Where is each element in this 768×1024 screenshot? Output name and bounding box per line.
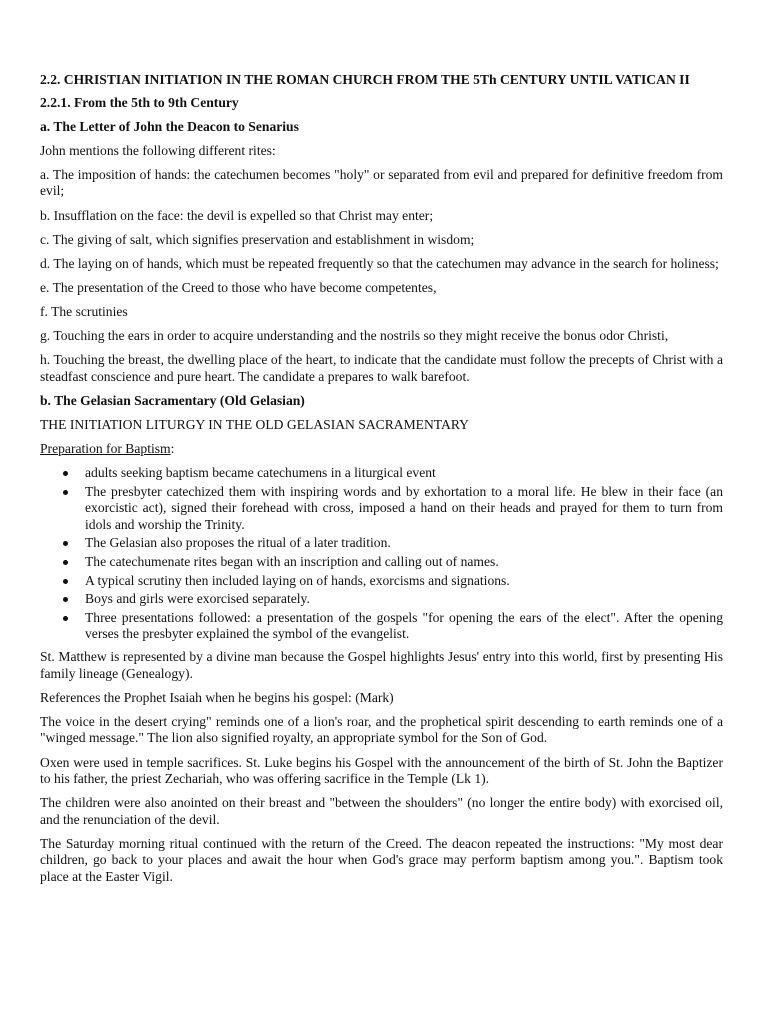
section-b-title: b. The Gelasian Sacramentary (Old Gelasian) [40, 392, 305, 408]
list-item: Boys and girls were exorcised separately. [85, 591, 723, 608]
paragraph-matthew: St. Matthew is represented by a divine man because the Gospel highlights Jesus' entry into this world, first by presenting His family lineage (Genealogy). [40, 649, 723, 681]
rite-h: h. Touching the breast, the dwelling place of the heart, to indicate that the candidate must follow the precepts of Christ with a steadfast conscience and pure heart. The candidate a prepares to walk barefoot. [40, 352, 723, 384]
rite-b: b. Insufflation on the face: the devil is expelled so that Christ may enter; [40, 207, 434, 223]
preparation-list [40, 465, 723, 643]
preparation-label: Preparation for Baptism [40, 441, 171, 456]
rite-d: d. The laying on of hands, which must be repeated frequently so that the catechumen may advance in the search for holiness; [40, 255, 719, 271]
rite-g: g. Touching the ears in order to acquire understanding and the nostrils so they might receive the bonus odor Christi, [40, 328, 669, 344]
rite-a: a. The imposition of hands: the catechumen becomes "holy" or separated from evil and prepared for definitive freedom from evil; [40, 166, 723, 199]
rite-c: c. The giving of salt, which signifies preservation and establishment in wisdom; [40, 231, 475, 247]
document-heading: 2.2. CHRISTIAN INITIATION IN THE ROMAN CHURCH FROM THE 5Th CENTURY UNTIL VATICAN II [40, 72, 690, 87]
section-b-caption: THE INITIATION LITURGY IN THE OLD GELASIAN SACRAMENTARY [40, 416, 469, 432]
rite-e: e. The presentation of the Creed to those who have become competentes, [40, 279, 437, 295]
section-a-title: a. The Letter of John the Deacon to Senarius [40, 118, 299, 134]
subheading: 2.2.1. From the 5th to 9th Century [40, 94, 239, 110]
list-item: A typical scrutiny then included laying on of hands, exorcisms and signations. [85, 573, 723, 590]
rite-f: f. The scrutinies [40, 303, 128, 319]
list-item: The catechumenate rites began with an inscription and calling out of names. [85, 554, 723, 571]
list-item: The Gelasian also proposes the ritual of a later tradition. [85, 535, 723, 552]
paragraph-lion: The voice in the desert crying" reminds one of a lion's roar, and the prophetical spirit descending to earth reminds one of a "winged message." The lion also signified royalty, an appropriate symbol for the Son of God. [40, 713, 723, 746]
section-a-intro: John mentions the following different rites: [40, 142, 276, 158]
preparation-heading [40, 441, 723, 458]
preparation-colon: : [170, 441, 175, 456]
list-item: The presbyter catechized them with inspiring words and by exhortation to a moral life. He blew in their face (an exorcistic act), signed their forehead with cross, imposed a hand on their heads and prayed for them to turn from idols and worship the Trinity. [85, 483, 723, 532]
list-item: Three presentations followed: a presentation of the gospels "for opening the ears of the elect". After the opening verses the presbyter explained the symbol of the evangelist. [85, 609, 723, 642]
paragraph-isaiah: References the Prophet Isaiah when he begins his gospel: (Mark) [40, 689, 394, 705]
paragraph-oxen: Oxen were used in temple sacrifices. St. Luke begins his Gospel with the announcement of the birth of St. John the Baptizer to his father, the priest Zechariah, who was offering sacrifice in the Temple (Lk 1). [40, 754, 723, 787]
paragraph-anointing: The children were also anointed on their breast and "between the shoulders" (no longer the entire body) with exorcised oil, and the renunciation of the devil. [40, 795, 723, 827]
list-item: adults seeking baptism became catechumens in a liturgical event [85, 465, 723, 482]
paragraph-saturday: The Saturday morning ritual continued with the return of the Creed. The deacon repeated the instructions: "My most dear children, go back to your places and await the hour when God's grace may perform baptism among you.". Baptism took place at the Easter Vigil. [40, 835, 723, 885]
